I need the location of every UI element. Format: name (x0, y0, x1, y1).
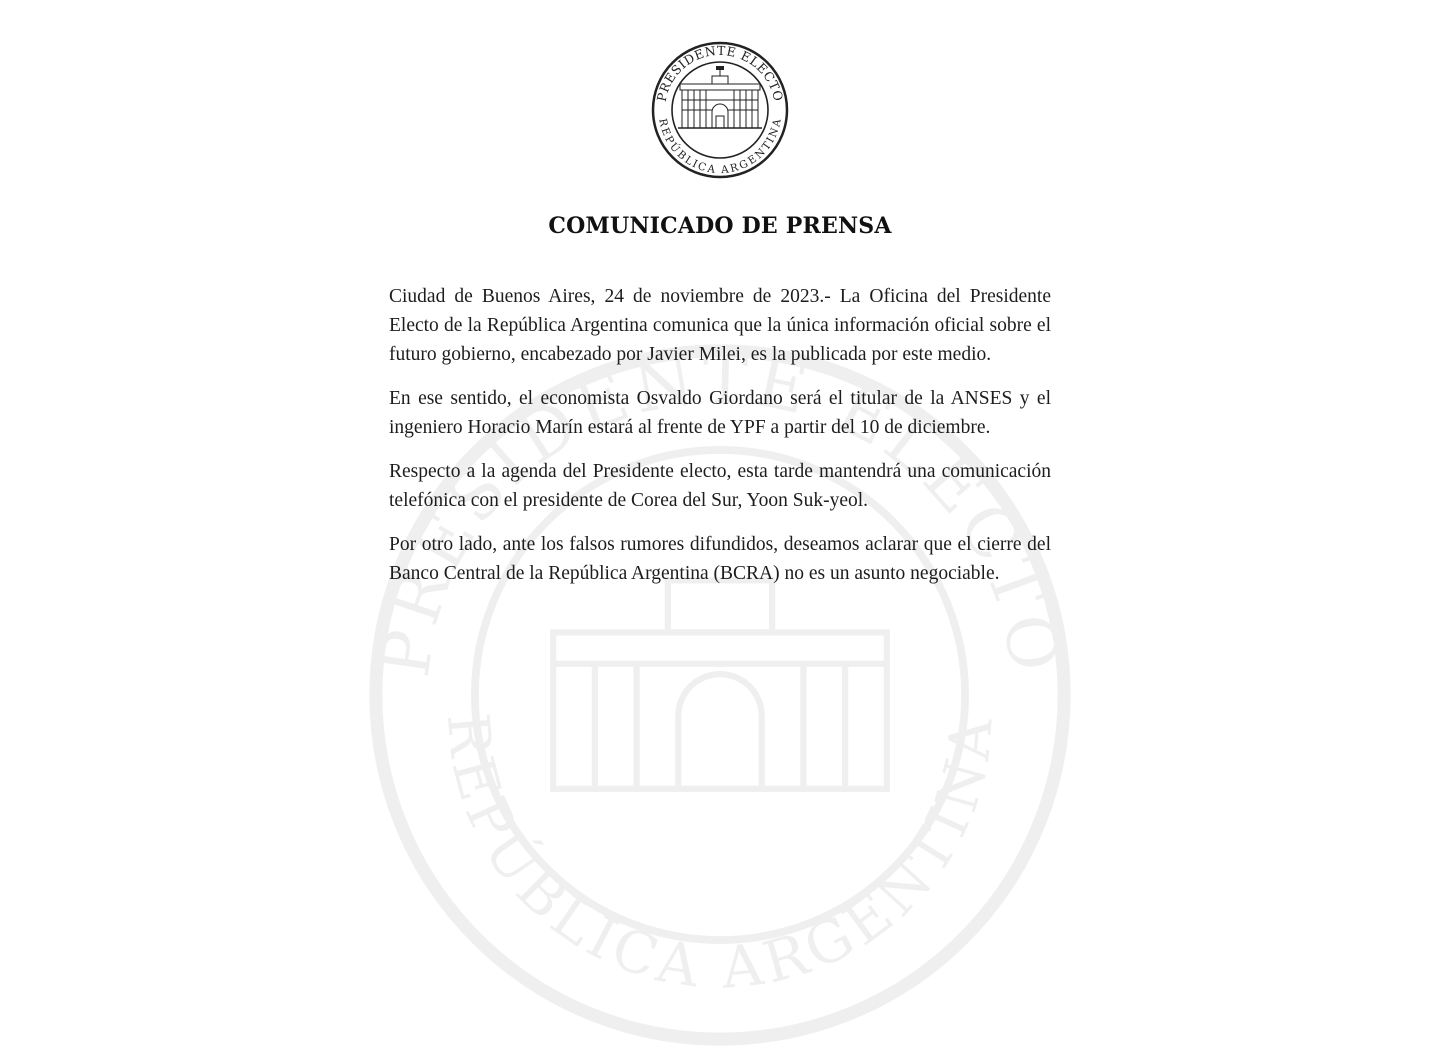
svg-text:REPÚBLICA ARGENTINA: REPÚBLICA ARGENTINA (433, 710, 1007, 1002)
paragraph-intro: Ciudad de Buenos Aires, 24 de noviembre de 2023.- La Oficina del Presidente Electo de la República Argentina comunica que la única información oficial sobre el futuro gobierno, encabezado por Javier Milei, es la publicada por este medio. (389, 286, 1051, 365)
document-title: COMUNICADO DE PRENSA (548, 213, 892, 239)
paragraph-agenda: Respecto a la agenda del Presidente electo, esta tarde mantendrá una comunicación telefónica con el presidente de Corea del Sur, Yoon Suk-yeol. (389, 461, 1051, 511)
seal-bottom-text: REPÚBLICA ARGENTINA (656, 117, 784, 177)
paragraph-appointments: En ese sentido, el economista Osvaldo Giordano será el titular de la ANSES y el ingeniero Horacio Marín estará al frente de YPF a partir del 10 de diciembre. (389, 388, 1051, 438)
presidente-electo-seal (650, 40, 790, 180)
svg-text:PRESIDENTE ELECTO: PRESIDENTE ELECTO (364, 339, 1076, 682)
seal-top-text: PRESIDENTE ELECTO (653, 42, 787, 103)
document-body (389, 282, 1051, 603)
paragraph-bcra: Por otro lado, ante los falsos rumores difundidos, deseamos aclarar que el cierre del Banco Central de la República Argentina (BCRA) no es un asunto negociable. (389, 534, 1051, 584)
